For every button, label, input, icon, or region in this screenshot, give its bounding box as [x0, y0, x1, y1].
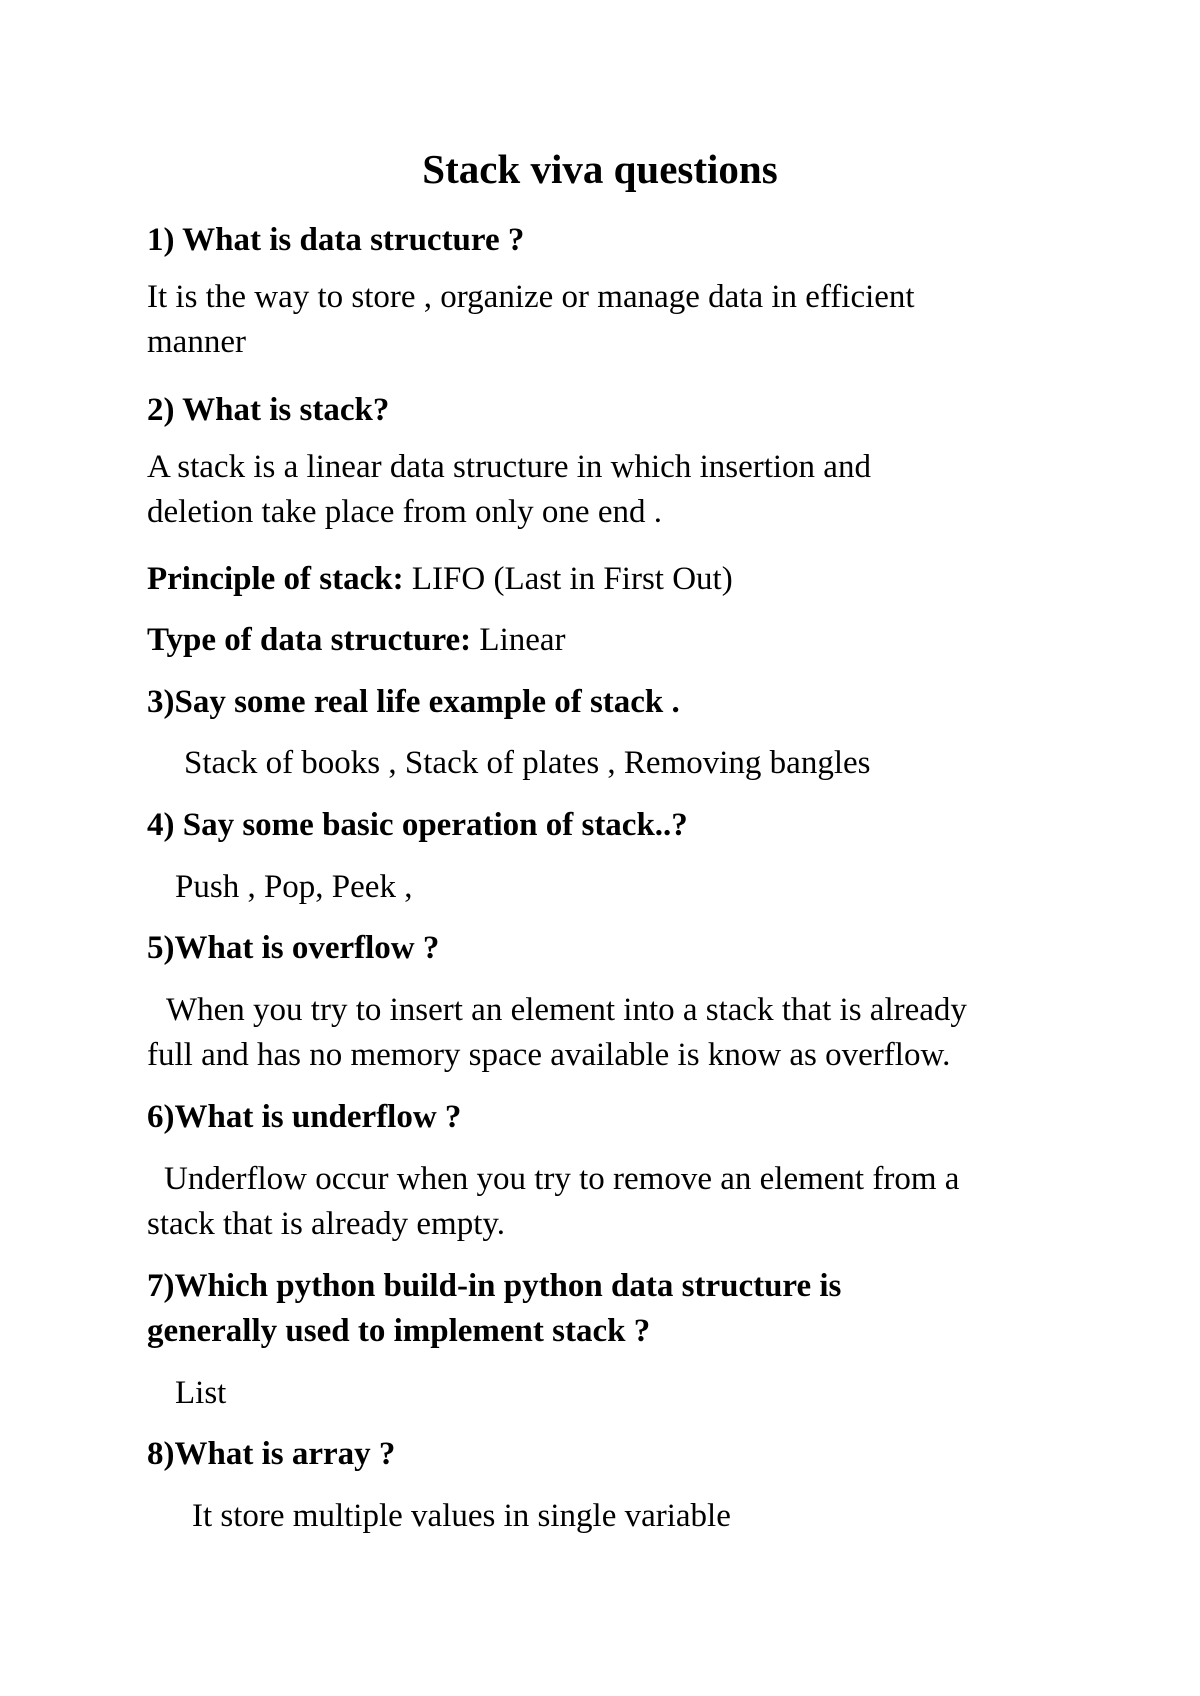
question-2: 2) What is stack?: [147, 392, 390, 428]
question-3: 3)Say some real life example of stack .: [147, 684, 680, 720]
page-title: Stack viva questions: [422, 146, 778, 192]
principle-value: LIFO (Last in First Out): [403, 561, 733, 597]
answer-6-line-1: Underflow occur when you try to remove an element from a: [164, 1161, 960, 1197]
answer-5-line-2: full and has no memory space available is know as overflow.: [147, 1037, 951, 1073]
question-1: 1) What is data structure ?: [147, 222, 525, 258]
answer-5-line-1: When you try to insert an element into a stack that is already: [166, 992, 967, 1028]
answer-4-line-1: Push , Pop, Peek ,: [175, 869, 413, 905]
question-7-line-1: 7)Which python build-in python data structure is: [147, 1268, 842, 1304]
question-4: 4) Say some basic operation of stack..?: [147, 807, 688, 843]
answer-3-line-1: Stack of books , Stack of plates , Removing bangles: [184, 745, 871, 781]
type-label: Type of data structure:: [147, 622, 472, 658]
type-value: Linear: [471, 622, 566, 658]
answer-2-line-2: deletion take place from only one end .: [147, 494, 662, 530]
answer-8-line-1: It store multiple values in single variable: [192, 1498, 731, 1534]
principle-label: Principle of stack:: [147, 561, 404, 597]
type-line: [147, 618, 1107, 663]
question-5: 5)What is overflow ?: [147, 930, 440, 966]
question-6: 6)What is underflow ?: [147, 1099, 462, 1135]
answer-6-line-2: stack that is already empty.: [147, 1206, 505, 1242]
answer-1-line-2: manner: [147, 324, 246, 360]
question-8: 8)What is array ?: [147, 1436, 396, 1472]
principle-line: [147, 557, 1107, 602]
answer-7-line-1: List: [175, 1375, 227, 1411]
answer-2-line-1: A stack is a linear data structure in which insertion and: [147, 449, 871, 485]
answer-1-line-1: It is the way to store , organize or manage data in efficient: [147, 279, 915, 315]
question-7-line-2: generally used to implement stack ?: [147, 1313, 651, 1349]
